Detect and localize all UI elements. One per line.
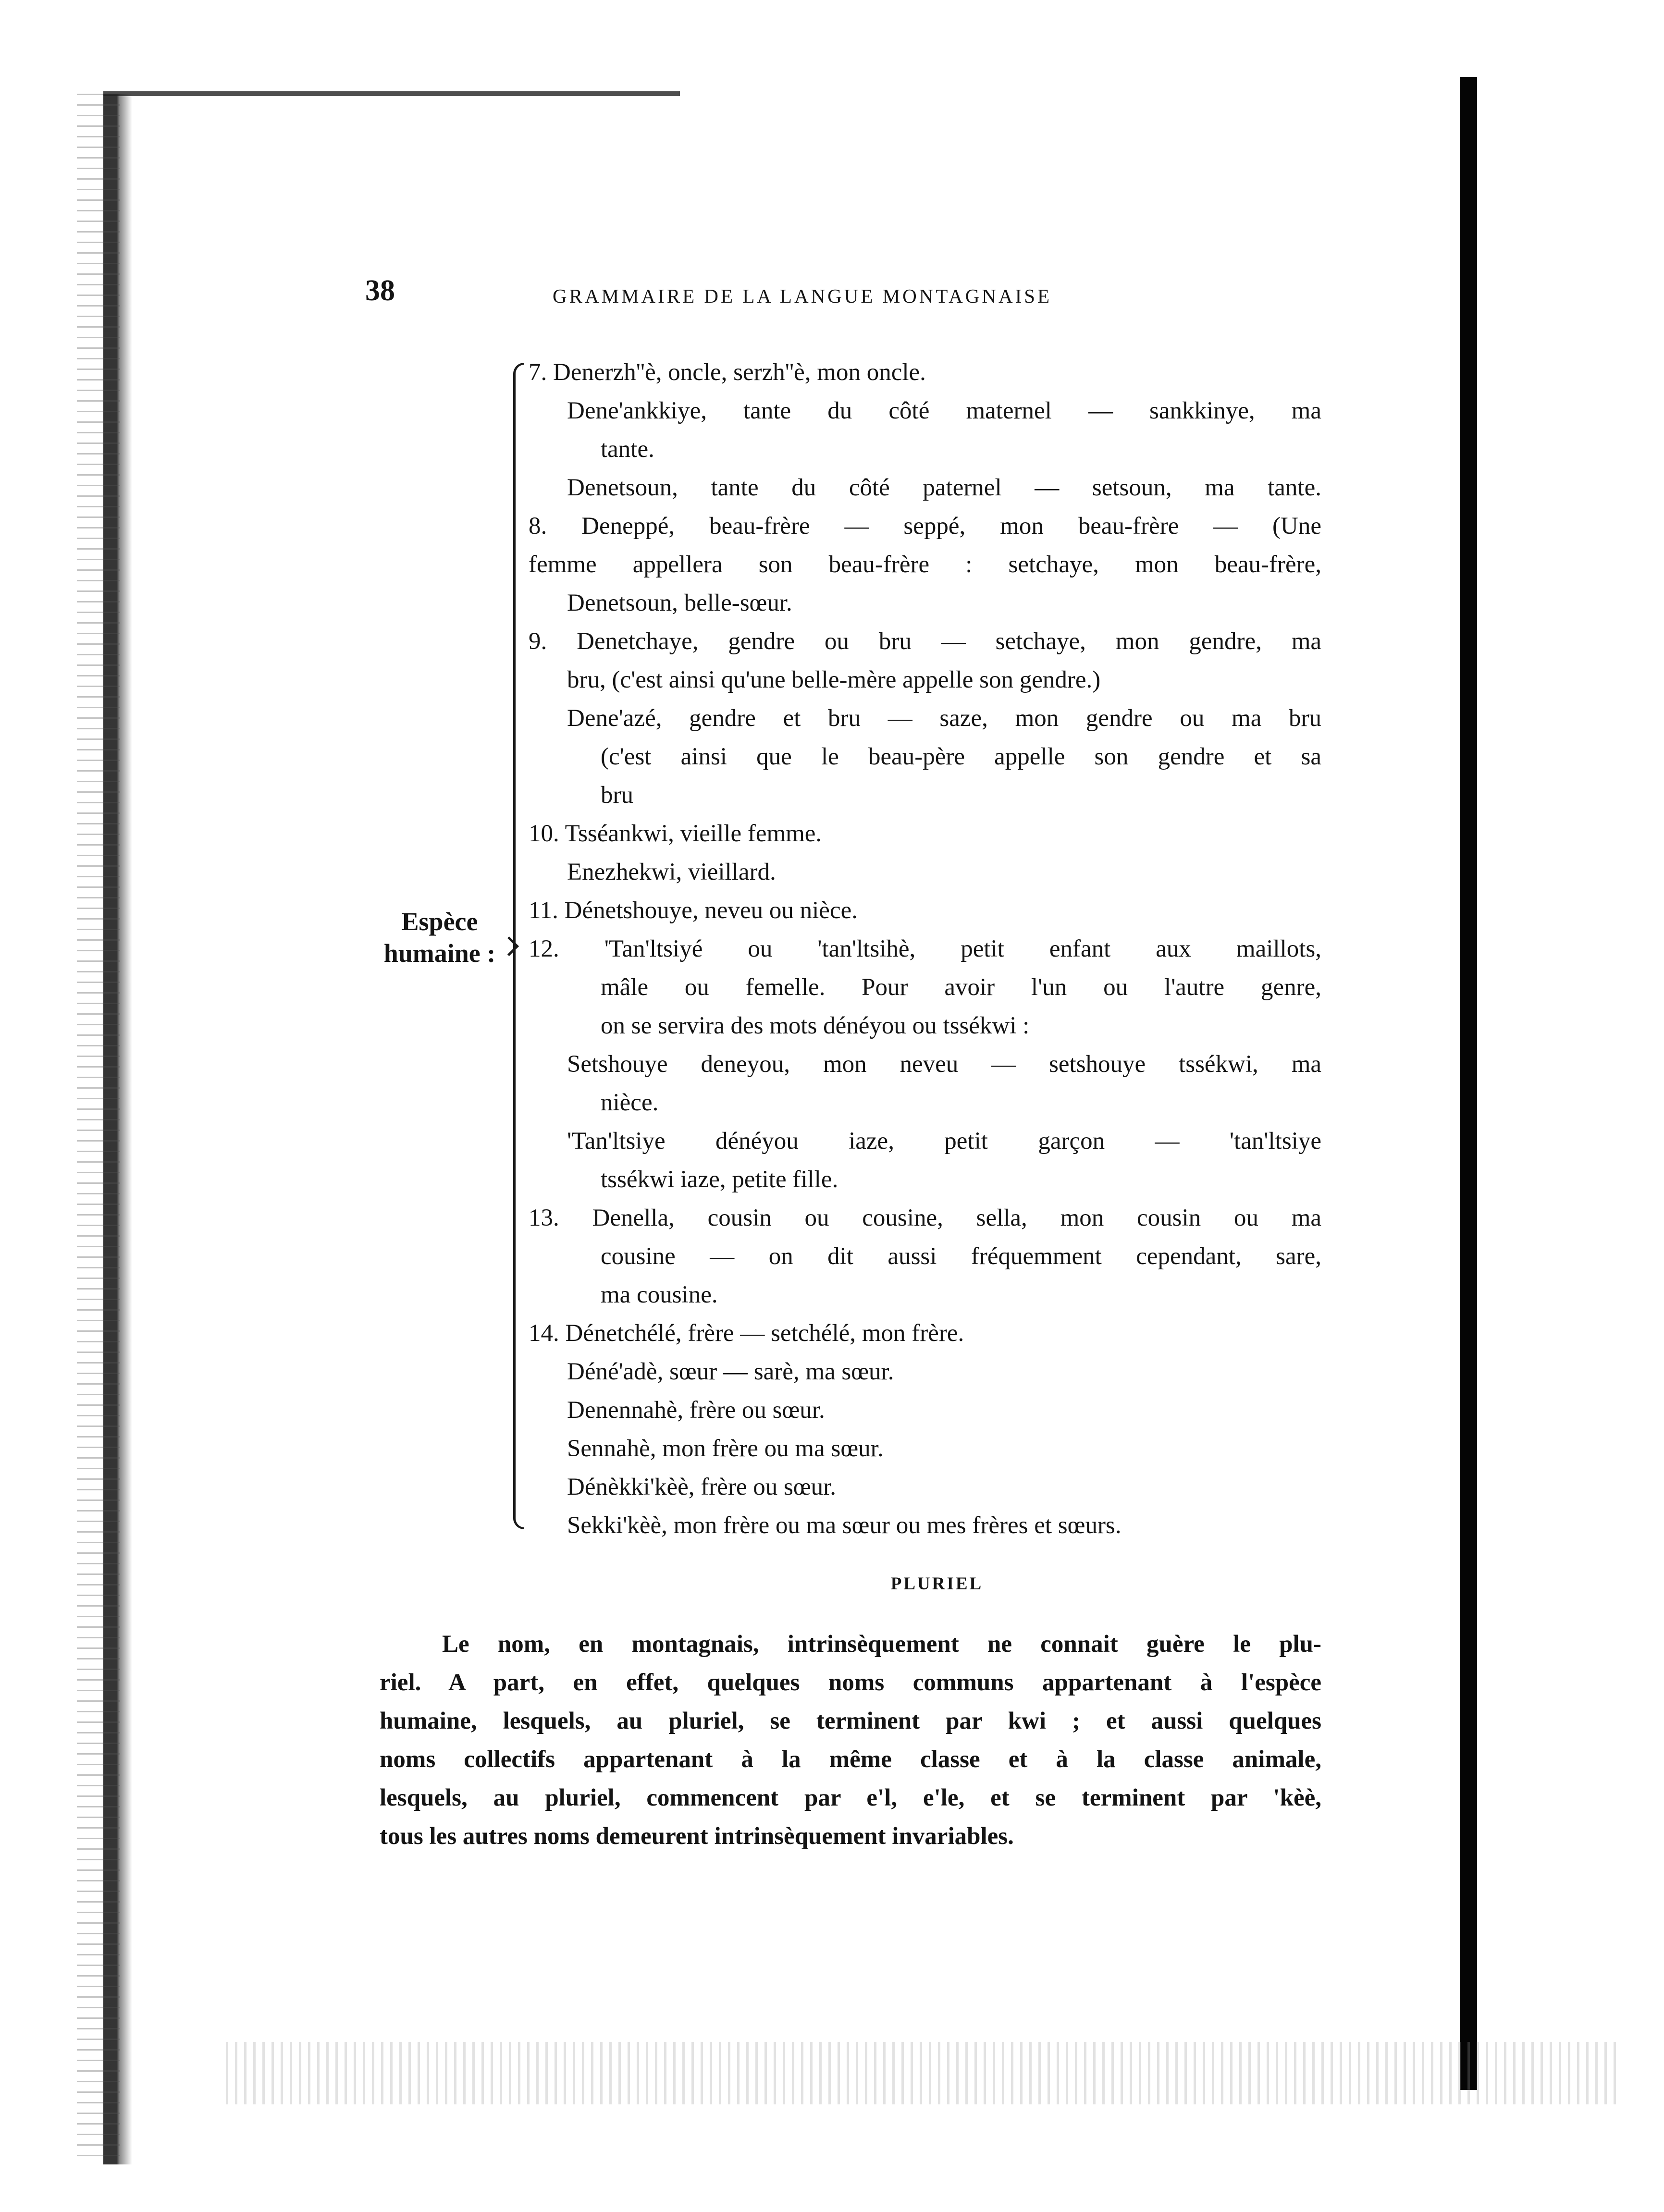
entry-line: 11. Dénetshouye, neveu ou nièce.: [529, 897, 858, 924]
entry-line: mâle ou femelle. Pour avoir l'un ou l'autre genre,: [601, 974, 1321, 1001]
entry-line: 10. Tsséankwi, vieille femme.: [529, 820, 822, 847]
entry-line: Dene'ankkiye, tante du côté maternel — sankkinye, ma: [567, 397, 1321, 424]
paragraph-line: lesquels, au pluriel, commencent par e'l, e'le, et se terminent par 'kèè,: [380, 1784, 1321, 1811]
kinship-term-list: [529, 353, 1321, 1545]
entry-line: 12. 'Tan'ltsiyé ou 'tan'ltsihè, petit enfant aux maillots,: [529, 935, 1321, 962]
entry-line: ma cousine.: [601, 1281, 718, 1308]
scan-noise-bottom: [226, 2042, 1619, 2104]
entry-line: tante.: [601, 436, 654, 463]
entry-line: Sennahè, mon frère ou ma sœur.: [567, 1435, 884, 1462]
entry-line: bru, (c'est ainsi qu'une belle-mère appelle son gendre.): [567, 666, 1101, 693]
side-label-line: Espèce: [401, 907, 478, 936]
entry-line: 14. Dénetchélé, frère — setchélé, mon frère.: [529, 1320, 964, 1347]
scan-edge-right: [1460, 77, 1477, 2090]
paragraph-line: humaine, lesquels, au pluriel, se terminent par kwi ; et aussi quelques: [380, 1708, 1321, 1734]
running-title: GRAMMAIRE DE LA LANGUE MONTAGNAISE: [553, 285, 1052, 307]
side-label-line: humaine :: [383, 939, 496, 968]
entry-line: Setshouye deneyou, mon neveu — setshouye tssékwi, ma: [567, 1051, 1321, 1078]
page-number: 38: [365, 274, 395, 307]
entry-line: 7. Denerzh''è, oncle, serzh''è, mon oncle.: [529, 359, 926, 386]
paragraph-line: riel. A part, en effet, quelques noms communs appartenant à l'espèce: [380, 1669, 1321, 1696]
page-header: [365, 274, 1307, 317]
scan-noise-left: [77, 94, 120, 2160]
entry-line: nièce.: [601, 1089, 659, 1116]
entry-line: on se servira des mots dénéyou ou tssékwi :: [601, 1012, 1030, 1039]
entry-line: Déné'adè, sœur — sarè, ma sœur.: [567, 1358, 894, 1385]
scan-edge-top: [103, 91, 680, 96]
entry-line: Sekki'kèè, mon frère ou ma sœur ou mes frères et sœurs.: [567, 1512, 1122, 1539]
entry-line: Dénèkki'kèè, frère ou sœur.: [567, 1474, 837, 1500]
entry-line: Denennahè, frère ou sœur.: [567, 1397, 825, 1424]
paragraph-line: Le nom, en montagnais, intrinsèquement ne connait guère le plu-: [442, 1631, 1321, 1658]
entry-line: (c'est ainsi que le beau-père appelle son gendre et sa: [601, 743, 1321, 770]
body-paragraph: [380, 1625, 1321, 1856]
paragraph-line: noms collectifs appartenant à la même classe et à la classe animale,: [380, 1746, 1321, 1773]
entry-line: Denetsoun, belle-sœur.: [567, 590, 792, 616]
entry-line: Denetsoun, tante du côté paternel — setsoun, ma tante.: [567, 474, 1321, 501]
entry-line: femme appellera son beau-frère : setchaye, mon beau-frère,: [529, 551, 1321, 578]
paragraph-line: tous les autres noms demeurent intrinsèquement invariables.: [380, 1823, 1014, 1850]
entry-line: 9. Denetchaye, gendre ou bru — setchaye, mon gendre, ma: [529, 628, 1321, 655]
entry-line: 'Tan'ltsiye dénéyou iaze, petit garçon — 'tan'ltsiye: [567, 1128, 1321, 1155]
section-title: PLURIEL: [890, 1574, 984, 1594]
side-label: [372, 906, 507, 969]
entry-line: tssékwi iaze, petite fille.: [601, 1166, 838, 1193]
entry-line: 13. Denella, cousin ou cousine, sella, mon cousin ou ma: [529, 1204, 1321, 1231]
entry-line: 8. Deneppé, beau-frère — seppé, mon beau-frère — (Une: [529, 513, 1321, 540]
entry-line: cousine — on dit aussi fréquemment cependant, sare,: [601, 1243, 1321, 1270]
entry-line: Dene'azé, gendre et bru — saze, mon gendre ou ma bru: [567, 705, 1321, 732]
entry-line: Enezhekwi, vieillard.: [567, 859, 776, 885]
entry-line: bru: [601, 782, 633, 809]
